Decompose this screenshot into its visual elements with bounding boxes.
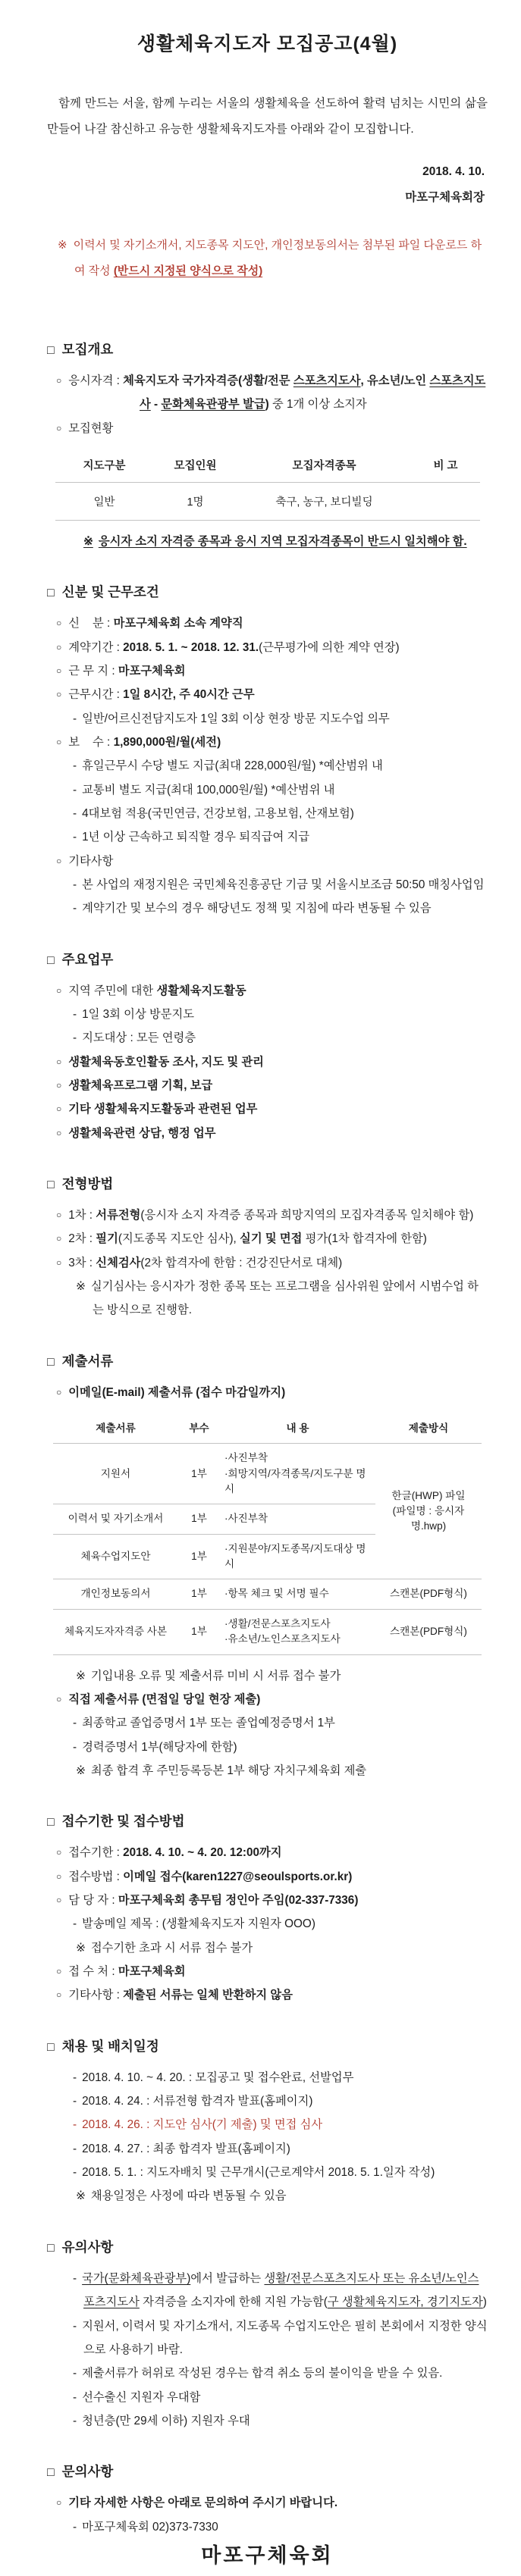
duty-sub-text: 1일 3회 이상 방문지도 <box>82 1008 195 1021</box>
etc-sub-text: 본 사업의 재정지원은 국민체육진흥공단 기금 및 서울시보조금 50:50 매칭사업임 <box>82 878 485 891</box>
col-header-count: 모집인원 <box>154 452 237 483</box>
pay-sub-item <box>47 754 488 778</box>
square-bullet-icon: □ <box>47 1355 55 1369</box>
cell-copies: 1부 <box>178 1504 220 1534</box>
square-bullet-icon: □ <box>47 2466 55 2480</box>
circle-bullet-icon: ○ <box>56 1233 62 1244</box>
pay-sub-text: 휴일근무시 수당 별도 지급(최대 228,000원/월) *예산범위 내 <box>82 759 383 773</box>
dash-bullet-icon: - <box>73 712 77 725</box>
pay-sub-item <box>47 825 488 849</box>
apply-method-item <box>47 1865 488 1889</box>
apply-note-text: 접수기한 초과 시 서류 접수 불가 <box>90 1941 253 1955</box>
cell-copies: 1부 <box>178 1609 220 1654</box>
dash-bullet-icon: - <box>73 2142 77 2155</box>
round2-label: 2차 : <box>68 1232 96 1246</box>
caution-item <box>47 2267 488 2315</box>
section-apply-title: 접수기한 및 접수방법 <box>61 1814 185 1829</box>
table-header-row <box>53 1416 482 1444</box>
section-schedule-heading <box>47 2036 488 2055</box>
square-bullet-icon: □ <box>47 343 55 357</box>
round1-label: 1차 : <box>68 1209 96 1222</box>
section-inquiry-heading <box>47 2462 488 2481</box>
col-header-document: 제출서류 <box>53 1416 178 1444</box>
dash-bullet-icon: - <box>73 2319 77 2333</box>
status-label: 신 분 : <box>68 617 114 631</box>
col-header-category: 지도구분 <box>55 452 154 483</box>
pay-item <box>47 731 488 754</box>
duty-item <box>47 1074 488 1097</box>
section-cautions-heading <box>47 2237 488 2256</box>
date-block <box>47 159 488 210</box>
reference-mark-icon: ※ <box>76 2189 86 2203</box>
schedule-text: 2018. 4. 10. ~ 4. 20. : 모집공고 및 접수완료, 선발업무 <box>82 2071 354 2084</box>
cell-content: ·사진부착 <box>220 1504 375 1534</box>
caution-text: 선수출신 지원자 우대함 <box>82 2390 201 2404</box>
section-overview-title: 모집개요 <box>61 341 114 357</box>
dash-bullet-icon: - <box>73 1717 77 1730</box>
dash-bullet-icon: - <box>73 806 77 820</box>
duty-item <box>47 1097 488 1121</box>
contact-label: 담 당 자 : <box>68 1894 118 1908</box>
dash-bullet-icon: - <box>73 2520 77 2534</box>
direct-docs-title: 직접 제출서류 (면접일 당일 현장 제출) <box>68 1692 261 1706</box>
method-line: (파일명 : 응시자명.hwp) <box>392 1505 465 1532</box>
circle-bullet-icon: ○ <box>56 855 62 866</box>
section-overview-heading <box>47 340 488 358</box>
etc-sub-text: 계약기간 및 보수의 경우 해당년도 정책 및 지침에 따라 변동될 수 있음 <box>82 902 432 916</box>
schedule-note-text: 채용일정은 사정에 따라 변동될 수 있음 <box>90 2189 287 2203</box>
caution-underline-3: 구 생활체육지도자, 경기지도자 <box>327 2296 483 2309</box>
etc-sub-item <box>47 873 488 897</box>
organization-footer: 마포구체육회 <box>201 2543 334 2567</box>
reference-mark-icon: ※ <box>58 238 67 252</box>
workhours-value: 1일 8시간, 주 40시간 근무 <box>123 688 255 702</box>
reference-mark-icon: ※ <box>83 534 93 548</box>
table-row <box>55 482 480 520</box>
square-bullet-icon: □ <box>47 1178 55 1192</box>
office-label: 접 수 처 : <box>68 1965 118 1979</box>
selection-note-text: 실기심사는 응시자가 정한 종목 또는 프로그램을 심사위원 앞에서 시범수업 하는 방식으로 진행함. <box>90 1280 479 1317</box>
documents-table <box>53 1416 482 1655</box>
section-selection-heading <box>47 1174 488 1193</box>
inquiry-phone: 마포구체육회 02)373-7330 <box>82 2520 218 2534</box>
col-header-method: 제출방식 <box>375 1416 482 1444</box>
direct-doc-sub-item <box>47 1711 488 1735</box>
round1-type: 서류전형 <box>96 1209 141 1222</box>
square-bullet-icon: □ <box>47 1816 55 1829</box>
eligibility-text-4: ) <box>265 398 269 412</box>
duty-item <box>47 1122 488 1145</box>
table-row <box>53 1444 482 1504</box>
eligibility-label: 응시자격 : <box>68 374 124 387</box>
documents-table-note <box>47 1664 488 1688</box>
schedule-item <box>47 2089 488 2113</box>
eligibility-text-2: , 유소년/노인 <box>360 374 430 387</box>
direct-doc-sub-item <box>47 1736 488 1759</box>
status-item <box>47 612 488 635</box>
inquiry-phone-item <box>47 2515 488 2539</box>
round2-detail: (지도종목 지도안 심사), <box>118 1232 240 1246</box>
duty-sub-text: 지도대상 : 모든 연령층 <box>82 1031 196 1045</box>
section-documents-heading <box>47 1351 488 1370</box>
method-label: 접수방법 : <box>68 1870 124 1883</box>
col-header-sports: 모집자격종목 <box>237 452 412 483</box>
caution-underline-1: 국가(문화체육관광부) <box>82 2271 191 2285</box>
duty-item <box>47 1050 488 1074</box>
cell-copies: 1부 <box>178 1444 220 1504</box>
square-bullet-icon: □ <box>47 953 55 967</box>
dash-bullet-icon: - <box>73 2271 77 2285</box>
workhours-sub-text: 일반/어르신전담지도자 1일 3회 이상 현장 방문 지도수업 의무 <box>82 712 390 725</box>
dash-bullet-icon: - <box>73 1917 77 1931</box>
content-line: ·사진부착 <box>224 1452 268 1464</box>
square-bullet-icon: □ <box>47 2040 55 2054</box>
cell-method: 스캔본(PDF형식) <box>375 1609 482 1654</box>
section-selection-title: 전형방법 <box>61 1176 114 1192</box>
dash-bullet-icon: - <box>73 783 77 797</box>
selection-round3 <box>47 1251 488 1275</box>
intro-paragraph: 함께 만드는 서울, 함께 누리는 서울의 생활체육을 선도하여 활력 넘치는 시민의 삶을 만들어 나갈 참신하고 유능한 생활체육지도자를 아래와 같이 모집합니다. <box>47 97 488 136</box>
circle-bullet-icon: ○ <box>56 1127 62 1138</box>
selection-round1 <box>47 1203 488 1227</box>
inquiry-item <box>47 2491 488 2515</box>
section-employment-title: 신분 및 근무조건 <box>61 584 159 600</box>
period-tail: (근무평가에 의한 계약 연장) <box>259 640 400 654</box>
pay-sub-item <box>47 778 488 802</box>
deadline-value: 2018. 4. 10. ~ 4. 20. 12:00까지 <box>123 1846 282 1860</box>
schedule-item <box>47 2161 488 2184</box>
circle-bullet-icon: ○ <box>56 1989 62 2001</box>
duty-text-pre: 지역 주민에 대한 <box>68 984 157 997</box>
content-line: ·유소년/노인스포츠지도사 <box>224 1633 341 1645</box>
mail-subject-item <box>47 1912 488 1936</box>
schedule-item <box>47 2066 488 2089</box>
apply-contact-item <box>47 1889 488 1912</box>
workplace-item <box>47 659 488 683</box>
reference-mark-icon: ※ <box>76 1280 86 1294</box>
recruit-status-label: 모집현황 <box>68 421 114 435</box>
dash-bullet-icon: - <box>73 2071 77 2084</box>
duty-sub-item <box>47 1026 488 1050</box>
eligibility-text: 체육지도자 국가자격증(생활/전문 <box>123 374 293 387</box>
circle-bullet-icon: ○ <box>56 1693 62 1704</box>
circle-bullet-icon: ○ <box>56 736 62 747</box>
schedule-text: 2018. 4. 24. : 서류전형 합격자 발표(홈페이지) <box>82 2095 313 2108</box>
duty-sub-item <box>47 1003 488 1026</box>
caution-item <box>47 2315 488 2362</box>
circle-bullet-icon: ○ <box>56 1966 62 1977</box>
circle-bullet-icon: ○ <box>56 689 62 700</box>
pay-label: 보 수 : <box>68 735 114 749</box>
top-red-note <box>47 233 488 285</box>
eligibility-underline-2: 스포츠지도사 <box>140 374 486 412</box>
apply-etc-value: 제출된 서류는 일체 반환하지 않음 <box>123 1989 293 2002</box>
table-row <box>53 1579 482 1609</box>
schedule-text: 2018. 5. 1. : 지도자배치 및 근무개시(근로계약서 2018. 5. 1.일자 작성) <box>82 2166 435 2180</box>
cell-method: 스캔본(PDF형식) <box>375 1579 482 1609</box>
direct-docs-note <box>47 1759 488 1783</box>
eligibility-underline-1: 스포츠지도사 <box>293 374 361 387</box>
top-red-note-emphasis: (반드시 지정된 양식으로 작성) <box>113 264 263 278</box>
etc-label: 기타사항 <box>68 854 114 868</box>
reference-mark-icon: ※ <box>76 1764 86 1778</box>
cell-copies: 1부 <box>178 1534 220 1579</box>
cell-document: 이력서 및 자기소개서 <box>53 1504 178 1534</box>
pay-value: 1,890,000원/월(세전) <box>113 735 221 749</box>
selection-round2 <box>47 1227 488 1250</box>
workhours-item <box>47 683 488 706</box>
section-apply-heading <box>47 1811 488 1830</box>
cell-content: ·지원분야/지도종목/지도대상 명시 <box>220 1534 375 1579</box>
eligibility-tail: 중 1개 이상 소지자 <box>268 398 367 412</box>
status-value: 마포구체육회 소속 계약직 <box>113 617 243 631</box>
round3-label: 3차 : <box>68 1256 96 1269</box>
schedule-text: 2018. 4. 27. : 최종 합격자 발표(홈페이지) <box>82 2142 290 2155</box>
section-employment-heading <box>47 582 488 601</box>
direct-docs-item <box>47 1688 488 1711</box>
duty-text-bold: 생활체육지도활동 <box>156 984 246 997</box>
workplace-value: 마포구체육회 <box>118 664 186 678</box>
dash-bullet-icon: - <box>73 2367 77 2380</box>
pay-sub-text: 교통비 별도 지급(최대 100,000원/월) *예산범위 내 <box>82 783 335 797</box>
caution-item <box>47 2386 488 2409</box>
direct-doc-text: 최종학교 졸업증명서 1부 또는 졸업예정증명서 1부 <box>82 1717 335 1730</box>
duty-text: 생활체육프로그램 기획, 보급 <box>68 1079 213 1093</box>
etc-sub-item <box>47 897 488 920</box>
cell-document: 체육지도자자격증 사본 <box>53 1609 178 1654</box>
caution-text: 제출서류가 허위로 작성된 경우는 합격 취소 등의 불이익을 받을 수 있음. <box>82 2367 443 2380</box>
email-docs-item <box>47 1381 488 1404</box>
dash-bullet-icon: - <box>73 1031 77 1045</box>
workhours-sub-item <box>47 707 488 731</box>
circle-bullet-icon: ○ <box>56 2497 62 2509</box>
reference-mark-icon: ※ <box>76 1941 86 1955</box>
duty-text: 생활체육관련 상담, 행정 업무 <box>68 1126 216 1140</box>
schedule-text: 2018. 4. 26. : 지도안 심사(기 제출) 및 면접 심사 <box>82 2118 323 2132</box>
dash-bullet-icon: - <box>73 2118 77 2132</box>
table-row <box>53 1609 482 1654</box>
col-header-copies: 부수 <box>178 1416 220 1444</box>
dash-bullet-icon: - <box>73 1740 77 1754</box>
dash-bullet-icon: - <box>73 759 77 773</box>
circle-bullet-icon: ○ <box>56 618 62 629</box>
round2-type: 필기 <box>96 1232 118 1246</box>
overview-note <box>47 530 488 553</box>
dash-bullet-icon: - <box>73 2166 77 2180</box>
top-red-note-text: 이력서 및 자기소개서, 지도종목 지도안, 개인정보동의서는 첨부된 파일 다운로드 하여 작성 <box>73 238 482 278</box>
circle-bullet-icon: ○ <box>56 1080 62 1091</box>
cell-method-merged <box>375 1444 482 1579</box>
schedule-note <box>47 2184 488 2208</box>
content-line: ·생활/전문스포츠지도사 <box>224 1617 331 1629</box>
method-value: 이메일 접수(karen1227@seoulsports.or.kr) <box>123 1870 353 1883</box>
dash-bullet-icon: - <box>73 2095 77 2108</box>
caution-underline-2: 생활/전문스포츠지도사 또는 유소년/노인스포츠지도사 <box>83 2271 479 2309</box>
round3-detail: (2차 합격자에 한함 : 건강진단서로 대체) <box>140 1256 343 1269</box>
content-line: ·희망지역/자격종목/지도구분 명시 <box>224 1467 366 1495</box>
round2-type-2: 실기 및 면접 <box>240 1232 303 1246</box>
caution-text-3: ) <box>482 2296 487 2309</box>
caution-item <box>47 2409 488 2433</box>
eligibility-text-3: - <box>150 398 162 412</box>
apply-etc-label: 기타사항 : <box>68 1989 124 2002</box>
cell-document: 체육수업지도안 <box>53 1534 178 1579</box>
table-header-row <box>55 452 480 483</box>
duty-text: 생활체육동호인활동 조사, 지도 및 관리 <box>68 1055 264 1069</box>
mail-subject-text: 발송메일 제목 : (생활체육지도자 지원자 OOO) <box>82 1917 315 1931</box>
circle-bullet-icon: ○ <box>56 1257 62 1268</box>
schedule-item-highlighted <box>47 2113 488 2136</box>
section-schedule-title: 채용 및 배치일정 <box>61 2038 159 2054</box>
workhours-label: 근무시간 : <box>68 688 124 702</box>
cell-content: ·항목 체크 및 서명 필수 <box>220 1579 375 1609</box>
square-bullet-icon: □ <box>47 2241 55 2255</box>
circle-bullet-icon: ○ <box>56 1895 62 1906</box>
period-value: 2018. 5. 1. ~ 2018. 12. 31. <box>123 640 259 654</box>
etc-item <box>47 850 488 873</box>
period-label: 계약기간 : <box>68 640 124 654</box>
caution-text-2: 자격증을 소지자에 한해 지원 가능함( <box>139 2296 328 2309</box>
dash-bullet-icon: - <box>73 2390 77 2404</box>
col-header-remark: 비 고 <box>412 452 480 483</box>
duty-item <box>47 979 488 1003</box>
cell-content <box>220 1609 375 1654</box>
cell-remark <box>412 482 480 520</box>
section-duties-title: 주요업무 <box>61 951 114 967</box>
duty-text: 기타 생활체육지도활동과 관련된 업무 <box>68 1103 258 1116</box>
schedule-item <box>47 2137 488 2161</box>
cell-content <box>220 1444 375 1504</box>
cell-category: 일반 <box>55 482 154 520</box>
office-value: 마포구체육회 <box>118 1965 186 1979</box>
circle-bullet-icon: ○ <box>56 374 62 386</box>
circle-bullet-icon: ○ <box>56 1847 62 1858</box>
page-title: 생활체육지도자 모집공고(4월) <box>137 33 398 55</box>
selection-note <box>47 1275 488 1322</box>
col-header-content: 내 용 <box>220 1416 375 1444</box>
dash-bullet-icon: - <box>73 1008 77 1021</box>
direct-doc-text: 경력증명서 1부(해당자에 한함) <box>82 1740 237 1754</box>
caution-text: 청년층(만 29세 이하) 지원자 우대 <box>82 2414 250 2427</box>
apply-note <box>47 1936 488 1960</box>
section-cautions-title: 유의사항 <box>61 2239 114 2255</box>
cell-sports: 축구, 농구, 보디빌딩 <box>237 482 412 520</box>
square-bullet-icon: □ <box>47 587 55 600</box>
cell-document: 개인정보동의서 <box>53 1579 178 1609</box>
section-duties-heading <box>47 950 488 969</box>
circle-bullet-icon: ○ <box>56 984 62 996</box>
pay-sub-text: 1년 이상 근속하고 퇴직할 경우 퇴직급여 지급 <box>82 831 310 844</box>
workplace-label: 근 무 지 : <box>68 664 118 678</box>
circle-bullet-icon: ○ <box>56 1210 62 1221</box>
recruit-status-item <box>47 417 488 440</box>
circle-bullet-icon: ○ <box>56 641 62 653</box>
circle-bullet-icon: ○ <box>56 1870 62 1882</box>
circle-bullet-icon: ○ <box>56 422 62 434</box>
eligibility-item <box>47 369 488 417</box>
notice-date: 2018. 4. 10. <box>422 165 485 179</box>
direct-docs-note-text: 최종 합격 후 주민등록등본 1부 해당 자치구체육회 제출 <box>90 1764 367 1778</box>
circle-bullet-icon: ○ <box>56 1056 62 1067</box>
circle-bullet-icon: ○ <box>56 665 62 676</box>
inquiry-text: 기타 자세한 사항은 아래로 문의하여 주시기 바랍니다. <box>68 2496 338 2510</box>
overview-note-text: 응시자 소지 자격증 종목과 응시 지역 모집자격종목이 반드시 일치해야 함. <box>98 534 467 548</box>
email-docs-title: 이메일(E-mail) 제출서류 (접수 마감일까지) <box>68 1385 286 1399</box>
cell-count: 1명 <box>154 482 237 520</box>
documents-table-note-text: 기입내용 오류 및 제출서류 미비 시 서류 접수 불가 <box>90 1669 341 1682</box>
pay-sub-text: 4대보험 적용(국민연금, 건강보험, 고용보험, 산재보험) <box>82 806 354 820</box>
cell-copies: 1부 <box>178 1579 220 1609</box>
dash-bullet-icon: - <box>73 2414 77 2427</box>
caution-item <box>47 2362 488 2385</box>
eligibility-underline-3: 문화체육관광부 발급 <box>161 398 265 412</box>
caution-text: 지원서, 이력서 및 자기소개서, 지도종목 수업지도안은 필히 본회에서 지정한 양식으로 사용하기 바람. <box>82 2319 488 2356</box>
dash-bullet-icon: - <box>73 831 77 844</box>
caution-text-1: 에서 발급하는 <box>190 2271 265 2285</box>
contact-value: 마포구체육회 총무팀 정인아 주임(02-337-7336) <box>118 1894 359 1908</box>
deadline-label: 접수기한 : <box>68 1846 124 1860</box>
dash-bullet-icon: - <box>73 902 77 916</box>
period-item <box>47 636 488 659</box>
method-line: 한글(HWP) 파일 <box>391 1489 466 1501</box>
pay-sub-item <box>47 802 488 825</box>
round2-tail: 평가(1차 합격자에 한함) <box>302 1232 427 1246</box>
apply-deadline-item <box>47 1841 488 1864</box>
round3-type: 신체검사 <box>96 1256 141 1269</box>
round1-detail: (응시자 소지 자격증 종목과 희망지역의 모집자격종목 일치해야 함) <box>140 1209 474 1222</box>
section-documents-title: 제출서류 <box>61 1353 114 1369</box>
circle-bullet-icon: ○ <box>56 1386 62 1398</box>
section-inquiry-title: 문의사항 <box>61 2464 114 2480</box>
recruit-status-table <box>55 452 480 521</box>
reference-mark-icon: ※ <box>76 1669 86 1682</box>
notice-signer: 마포구체육회장 <box>405 190 485 204</box>
apply-etc-item <box>47 1983 488 2007</box>
circle-bullet-icon: ○ <box>56 1103 62 1115</box>
apply-office-item <box>47 1960 488 1983</box>
dash-bullet-icon: - <box>73 878 77 891</box>
cell-document: 지원서 <box>53 1444 178 1504</box>
